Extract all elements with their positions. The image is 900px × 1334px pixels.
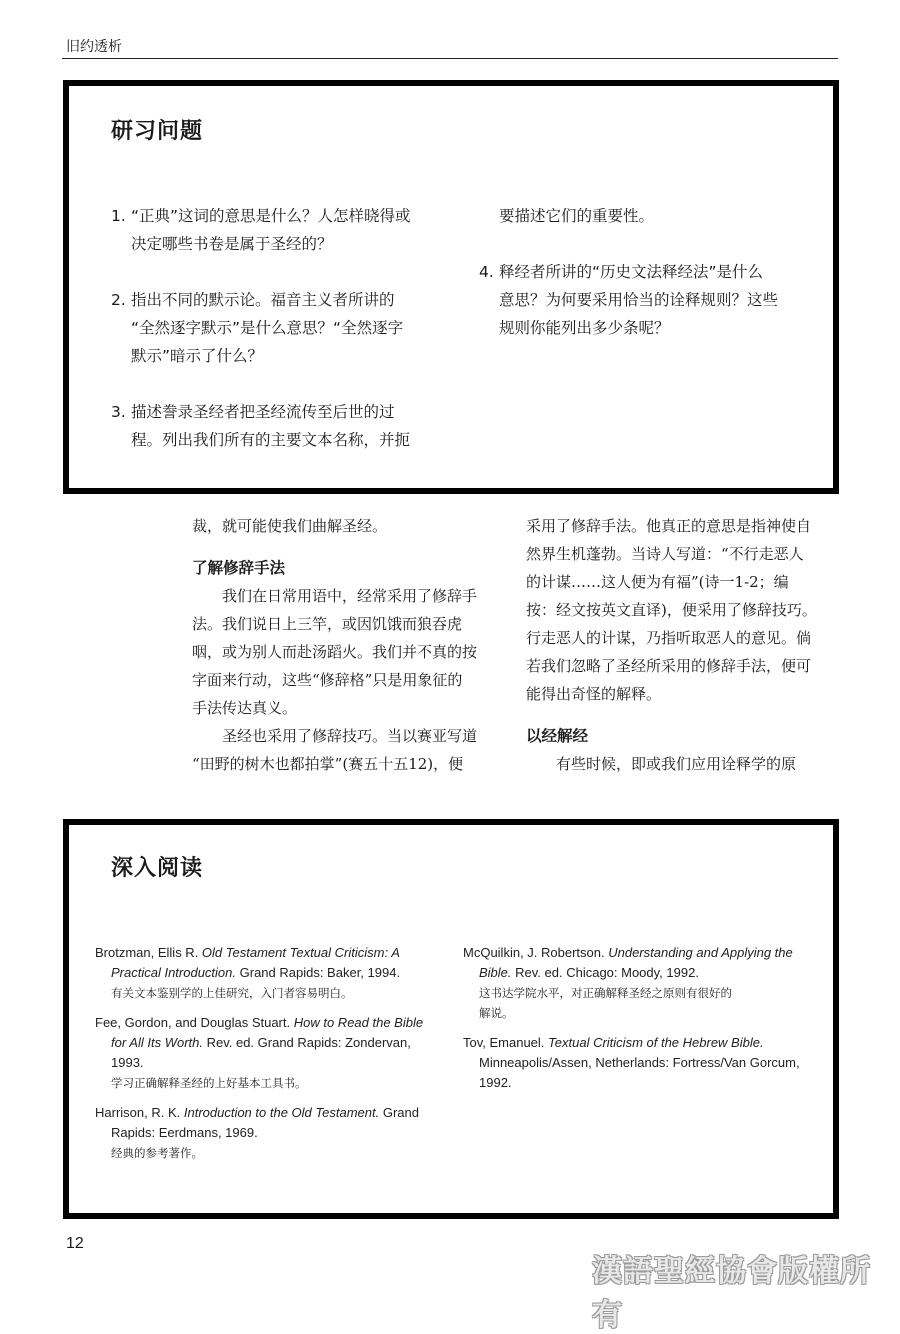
paragraph-line: 有些时候，即或我们应用诠释学的原 — [556, 755, 797, 773]
reference-entry: Brotzman, Ellis R. Old Testament Textual Criticism: A Practical Introduction. Grand Rapids: Baker, 1994. 有关文本鉴别学的上佳研究，入门者容易明白。 — [95, 945, 401, 1000]
paragraph-line: 我们在日常用语中，经常采用了修辞手 — [222, 587, 478, 605]
reference-entry: Tov, Emanuel. Textual Criticism of the Hebrew Bible. Minneapolis/Assen, Netherlands: Fortress/Van Gorcum, 1992. — [463, 1035, 800, 1090]
further-reading-box — [63, 819, 839, 1219]
question-2: 2. 指出不同的默示论。福音主义者所讲的 “全然逐字默示”是什么意思？“全然逐字 默示”暗示了什么？ — [111, 291, 404, 365]
reference-entry: McQuilkin, J. Robertson. Understanding and Applying the Bible. Rev. ed. Chicago: Moody, 1992. 这书达学院水平，对正确解释圣经之原则有很好的 解说。 — [463, 945, 793, 1020]
study-questions-box — [63, 80, 839, 494]
body-left-column — [192, 512, 510, 778]
body-right-column — [526, 512, 842, 778]
reference-entry: Fee, Gordon, and Douglas Stuart. How to Read the Bible for All Its Worth. Rev. ed. Grand Rapids: Zondervan, 1993. 学习正确解释圣经的上好基本工具书。 — [95, 1015, 424, 1090]
paragraph-line: 咽，或为别人而赴汤蹈火。我们并不真的按 — [192, 643, 478, 661]
copyright-watermark: 漢語聖經協會版權所有 — [592, 1254, 871, 1333]
study-questions-title: 研习问题 — [111, 119, 204, 144]
paragraph-line: 字面来行动，这些“修辞格”只是用象征的 — [192, 671, 463, 689]
paragraph-line: 圣经也采用了修辞技巧。当以赛亚写道 — [222, 727, 478, 745]
section-heading: 以经解经 — [526, 727, 589, 745]
paragraph-line: 若我们忽略了圣经所采用的修辞手法，便可 — [526, 657, 812, 675]
header-rule — [62, 58, 838, 59]
paragraph-line: 采用了修辞手法。他真正的意思是指神使自 — [526, 517, 812, 535]
paragraph-line: 手法传达真义。 — [192, 699, 298, 717]
paragraph-line: 然界生机蓬勃。当诗人写道：“不行走恶人 — [526, 545, 804, 563]
question-1: 1. “正典”这词的意思是什么？人怎样晓得或 决定哪些书卷是属于圣经的？ — [111, 207, 411, 253]
paragraph-line: “田野的树木也都拍掌”(赛五十五12)，便 — [192, 755, 464, 773]
page-number: 12 — [66, 1235, 84, 1252]
question-3: 3. 描述誊录圣经者把圣经流传至后世的过 程。列出我们所有的主要文本名称，并扼 — [111, 403, 411, 449]
question-4: 4. 释经者所讲的“历史文法释经法”是什么 意思？为何要采用恰当的诠释规则？这些 规则你能列出多少条呢？ — [479, 263, 779, 337]
paragraph-line: 行走恶人的计谋，乃指听取恶人的意见。倘 — [526, 629, 812, 647]
question-3-continued: 要描述它们的重要性。 — [499, 207, 655, 225]
paragraph-line: 能得出奇怪的解释。 — [526, 685, 662, 703]
further-reading-title: 深入阅读 — [111, 856, 204, 881]
running-header: 旧约透析 — [66, 39, 122, 55]
paragraph-line: 的计谋……这人便为有福”(诗一1-2；编 — [526, 573, 789, 591]
paragraph: 裁，就可能使我们曲解圣经。 — [192, 517, 388, 535]
paragraph-line: 按：经文按英文直译)，便采用了修辞技巧。 — [526, 601, 817, 619]
section-heading: 了解修辞手法 — [192, 559, 286, 577]
reference-entry: Harrison, R. K. Introduction to the Old Testament. Grand Rapids: Eerdmans, 1969. 经典的参考著作。 — [95, 1105, 419, 1160]
paragraph-line: 法。我们说日上三竿，或因饥饿而狼吞虎 — [192, 615, 463, 633]
